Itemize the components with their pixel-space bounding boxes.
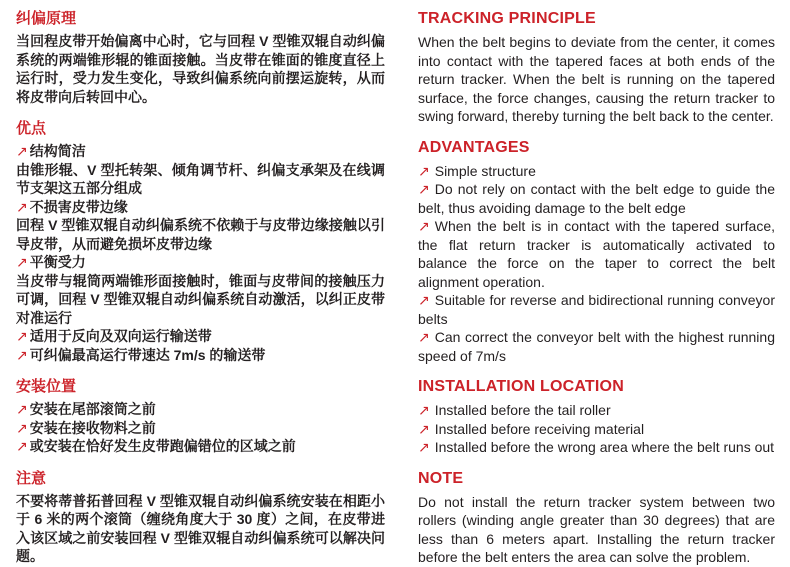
section-tracking-principle-zh	[16, 9, 385, 106]
arrow-icon: ↗	[16, 438, 28, 454]
list-item-text: Simple structure	[434, 162, 536, 179]
list-item	[418, 438, 775, 457]
section-heading-tracking-principle-zh: 纠偏原理	[16, 10, 77, 27]
list-item-text: 回程 V 型锥双辊自动纠偏系统不依赖于与皮带边缘接触以引导皮带，从而避免损坏皮带边缘	[16, 217, 385, 252]
arrow-icon: ↗	[16, 419, 28, 436]
list-item-text: 可纠偏最高运行带速达 7m/s 的输送带	[29, 346, 266, 363]
list-item-text: 安装在接收物料之前	[29, 419, 156, 436]
list-item-text: 不损害皮带边缘	[29, 198, 128, 215]
section-heading-note-zh: 注意	[16, 469, 47, 487]
list-item	[418, 401, 775, 420]
list-item-text: 当皮带与辊筒两端锥形面接触时，锥面与皮带间的接触压力可调，回程 V 型锥双辊自动纠偏系统自动激活，以纠正皮带对准运行	[16, 272, 385, 326]
arrow-icon: ↗	[418, 420, 430, 437]
section-heading-tracking-principle-en: TRACKING PRINCIPLE	[418, 10, 596, 27]
section-heading-installation-location-zh: 安装位置	[16, 378, 77, 395]
list-item-description	[16, 161, 385, 198]
section-note-zh	[16, 469, 385, 566]
list-item-text: 结构简洁	[29, 143, 86, 159]
list-item-text: Suitable for reverse and bidirectional running conveyor belts	[418, 292, 775, 327]
arrow-icon: ↗	[16, 328, 28, 344]
list-item	[418, 420, 775, 439]
list-item	[16, 346, 385, 365]
arrow-icon: ↗	[16, 198, 28, 215]
list-item-text: Installed before the wrong area where the belt runs out	[434, 439, 775, 455]
section-advantages-en	[418, 138, 775, 366]
list-item-text: Installed before the tail roller	[434, 402, 611, 418]
list-item-text: 安装在尾部滚筒之前	[29, 401, 156, 417]
section-heading-advantages-en: ADVANTAGES	[418, 138, 530, 156]
arrow-icon: ↗	[418, 162, 430, 179]
list-item-text: Installed before receiving material	[434, 420, 645, 437]
list-item-text: 或安装在恰好发生皮带跑偏错位的区域之前	[29, 438, 296, 454]
list-item-text: 适用于反向及双向运行输送带	[29, 328, 212, 344]
section-installation-location-en	[418, 377, 775, 457]
list-item	[16, 437, 385, 456]
list-item	[418, 328, 775, 365]
arrow-icon: ↗	[418, 181, 430, 197]
list-item	[418, 162, 775, 181]
section-heading-note-en: NOTE	[418, 469, 464, 487]
list-item-text: 由锥形辊、V 型托转架、倾角调节杆、纠偏支承架及在线调节支架这五部分组成	[16, 161, 385, 196]
arrow-icon: ↗	[16, 143, 28, 159]
section-note-en	[418, 469, 775, 567]
list-item	[16, 198, 385, 217]
list-item	[16, 400, 385, 419]
list-item-text: When the belt is in contact with the tapered surface, the flat return tracker is automatically activated to balance the force on the taper to correct the belt alignment operation.	[418, 218, 775, 290]
section-heading-advantages-zh: 优点	[16, 120, 47, 137]
section-heading-installation-location-en: INSTALLATION LOCATION	[418, 378, 624, 395]
arrow-icon: ↗	[418, 218, 430, 234]
list-item-text: 平衡受力	[29, 254, 86, 270]
english-column	[418, 9, 775, 567]
list-item-description	[16, 272, 385, 328]
arrow-icon: ↗	[418, 292, 430, 308]
note-paragraph-en: Do not install the return tracker system between two rollers (winding angle greater than 30 degrees) that are less than 6 meters apart. Installing the return tracker before the belt enters the area can solve the problem.	[418, 493, 775, 565]
arrow-icon: ↗	[418, 439, 430, 455]
arrow-icon: ↗	[418, 329, 430, 345]
list-item	[16, 253, 385, 272]
list-item	[16, 142, 385, 161]
list-item	[418, 291, 775, 328]
arrow-icon: ↗	[16, 254, 28, 270]
arrow-icon: ↗	[16, 346, 28, 363]
tracking-principle-paragraph-en: When the belt begins to deviate from the center, it comes into contact with the tapered faces at both ends of the return tracker. When the belt is running on the tapered surface, the force changes, causing the return tracker to swing forward, thereby turning the belt back to the center.	[418, 34, 775, 124]
list-item	[16, 419, 385, 438]
section-advantages-zh	[16, 119, 385, 364]
chinese-column	[16, 9, 385, 567]
section-tracking-principle-en	[418, 9, 775, 126]
section-installation-location-zh	[16, 377, 385, 456]
list-item	[16, 327, 385, 346]
note-paragraph-zh: 不要将蒂普拓普回程 V 型锥双辊自动纠偏系统安装在相距小于 6 米的两个滚筒（缠绕角度大于 30 度）之间，在皮带进入该区域之前安装回程 V 型锥双辊自动纠偏系统可以解决问题。	[16, 492, 385, 564]
arrow-icon: ↗	[418, 402, 430, 418]
list-item-text: Can correct the conveyor belt with the highest running speed of 7m/s	[418, 329, 775, 364]
list-item-text: Do not rely on contact with the belt edge to guide the belt, thus avoiding damage to the belt edge	[418, 181, 775, 216]
tracking-principle-paragraph-zh: 当回程皮带开始偏离中心时，它与回程 V 型锥双辊自动纠偏系统的两端锥形辊的锥面接触。当皮带在锥面的锥度直径上运行时，受力发生变化，导致纠偏系统向前摆运旋转，从而将皮带向后转回中心。	[16, 33, 385, 105]
list-item	[418, 180, 775, 217]
list-item-description	[16, 216, 385, 253]
list-item	[418, 217, 775, 291]
arrow-icon: ↗	[16, 401, 28, 417]
